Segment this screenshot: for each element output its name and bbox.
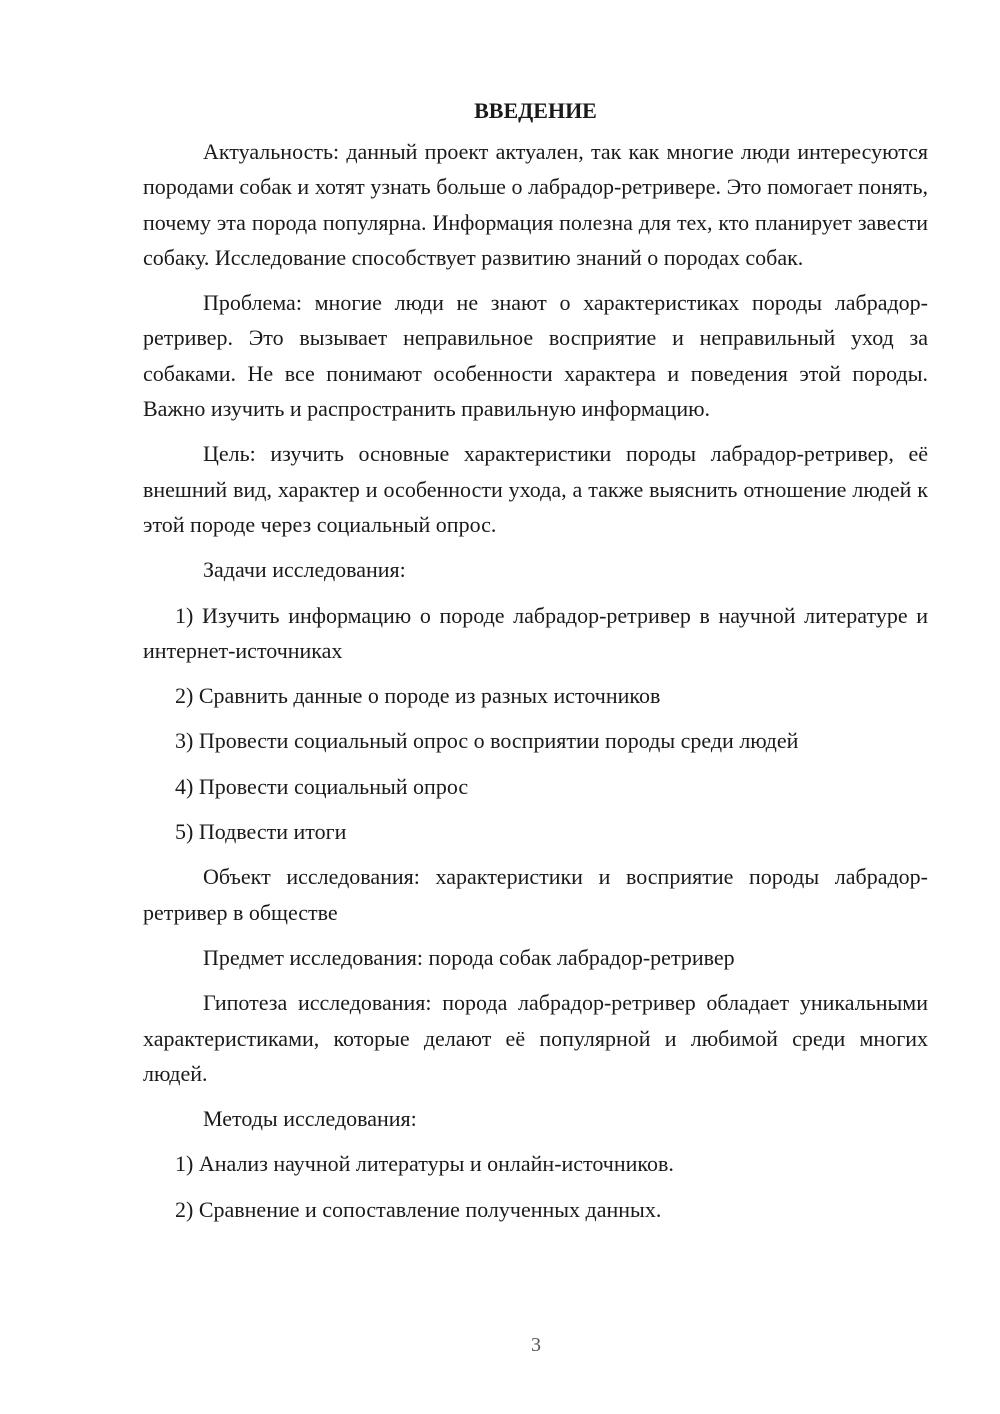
task-item-1: 1) Изучить информацию о породе лабрадор-ретривер в научной литературе и интернет-источниках: [143, 602, 928, 663]
methods-heading: Методы исследования:: [203, 1106, 417, 1132]
goal-paragraph: Цель: изучить основные характеристики породы лабрадор-ретривер, её внешний вид, характер и особенности ухода, а также выяснить отношение людей к этой породе через социальный опрос.: [143, 441, 928, 537]
task-item-2: 2) Сравнить данные о породе из разных источников: [175, 683, 661, 709]
task-item-5: 5) Подвести итоги: [175, 819, 347, 845]
relevance-paragraph: Актуальность: данный проект актуален, так как многие люди интересуются породами собак и хотят узнать больше о лабрадор-ретривере. Это помогает понять, почему эта порода популярна. Информация полезна для тех, кто планирует завести собаку. Исследование способствует развитию знаний о породах собак.: [143, 139, 928, 270]
problem-paragraph: Проблема: многие люди не знают о характеристиках породы лабрадор-ретривер. Это вызывает неправильное восприятие и неправильный уход за собаками. Не все понимают особенности характера и поведения этой породы. Важно изучить и распространить правильную информацию.: [143, 290, 928, 422]
method-item-2: 2) Сравнение и сопоставление полученных данных.: [175, 1196, 662, 1222]
object-paragraph: Объект исследования: характеристики и восприятие породы лабрадор-ретривер в обществе: [143, 864, 928, 925]
task-item-3: 3) Провести социальный опрос о восприятии породы среди людей: [175, 728, 799, 754]
hypothesis-paragraph: Гипотеза исследования: порода лабрадор-ретривер обладает уникальными характеристиками, которые делают её популярной и любимой среди многих людей.: [143, 990, 928, 1086]
task-item-4: 4) Провести социальный опрос: [175, 773, 469, 799]
document-body: [143, 96, 928, 1237]
method-item-1: 1) Анализ научной литературы и онлайн-источников.: [175, 1151, 674, 1177]
subject-paragraph: Предмет исследования: порода собак лабрадор-ретривер: [203, 944, 735, 970]
section-title: ВВЕДЕНИЕ: [474, 98, 597, 123]
page-number: 3: [531, 1334, 541, 1356]
tasks-heading: Задачи исследования:: [203, 557, 406, 583]
